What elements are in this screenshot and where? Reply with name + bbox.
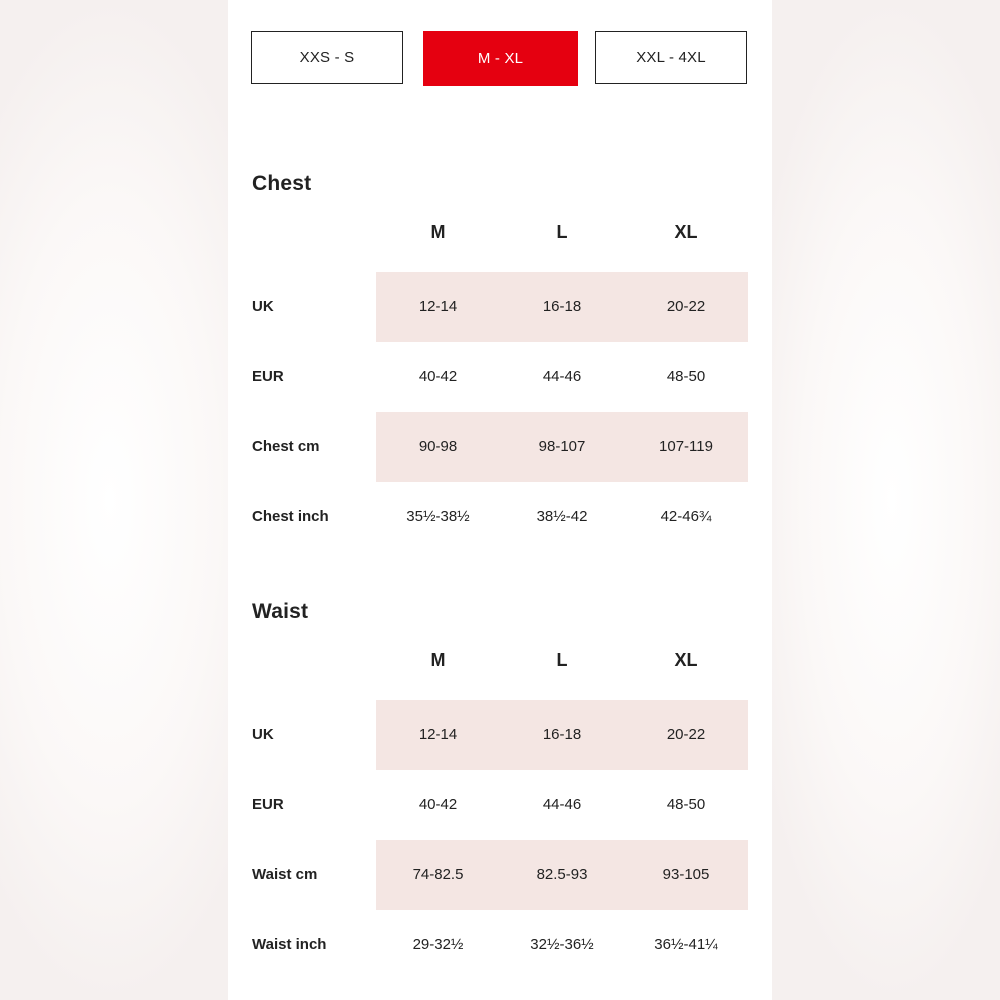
table-cell: 12-14 bbox=[418, 298, 458, 315]
table-row-waist-inch bbox=[252, 910, 748, 980]
tab-xxs-s[interactable]: XXS - S bbox=[251, 31, 403, 84]
page-backdrop-right bbox=[772, 0, 1000, 1000]
table-cell: 32½-36½ bbox=[530, 936, 594, 953]
table-cell: 93-105 bbox=[662, 866, 710, 883]
table-cell: 44-46 bbox=[542, 796, 582, 813]
table-cell: 12-14 bbox=[418, 726, 458, 743]
chest-size-table bbox=[252, 202, 748, 552]
table-cell: 48-50 bbox=[666, 368, 706, 385]
table-cell: 42-46¾ bbox=[660, 508, 712, 525]
table-cell: 40-42 bbox=[418, 796, 458, 813]
table-row-chest-inch bbox=[252, 482, 748, 552]
table-header-row bbox=[252, 202, 748, 272]
table-cell: 44-46 bbox=[542, 368, 582, 385]
table-cell: 16-18 bbox=[542, 726, 582, 743]
row-label: UK bbox=[252, 726, 274, 743]
column-header-xl: XL bbox=[674, 650, 698, 670]
row-label: Waist cm bbox=[252, 866, 318, 883]
row-label: Chest inch bbox=[252, 508, 329, 525]
table-cell: 38½-42 bbox=[536, 508, 588, 525]
size-guide-panel bbox=[228, 0, 772, 1000]
column-header-m: M bbox=[430, 222, 446, 242]
row-label: UK bbox=[252, 298, 274, 315]
chest-section-title: Chest bbox=[252, 172, 312, 195]
table-cell: 16-18 bbox=[542, 298, 582, 315]
table-row-eur bbox=[252, 770, 748, 840]
table-cell: 20-22 bbox=[666, 298, 706, 315]
tab-m-xl[interactable]: M - XL bbox=[423, 31, 578, 86]
row-label: EUR bbox=[252, 796, 284, 813]
column-header-xl: XL bbox=[674, 222, 698, 242]
table-cell: 20-22 bbox=[666, 726, 706, 743]
table-cell: 29-32½ bbox=[412, 936, 464, 953]
row-label: Chest cm bbox=[252, 438, 320, 455]
waist-size-table bbox=[252, 630, 748, 980]
table-cell: 74-82.5 bbox=[412, 866, 464, 883]
table-row-waist-cm bbox=[252, 840, 748, 910]
row-label: Waist inch bbox=[252, 936, 327, 953]
table-cell: 82.5-93 bbox=[536, 866, 588, 883]
column-header-m: M bbox=[430, 650, 446, 670]
column-header-l: L bbox=[556, 650, 568, 670]
table-row-uk bbox=[252, 700, 748, 770]
table-cell: 90-98 bbox=[418, 438, 458, 455]
table-row-uk bbox=[252, 272, 748, 342]
table-row-chest-cm bbox=[252, 412, 748, 482]
row-label: EUR bbox=[252, 368, 284, 385]
table-cell: 48-50 bbox=[666, 796, 706, 813]
table-cell: 107-119 bbox=[659, 438, 713, 455]
table-cell: 36½-41¼ bbox=[654, 936, 718, 953]
table-cell: 98-107 bbox=[538, 438, 586, 455]
table-cell: 35½-38½ bbox=[406, 508, 470, 525]
tab-xxl-4xl[interactable]: XXL - 4XL bbox=[595, 31, 747, 84]
table-cell: 40-42 bbox=[418, 368, 458, 385]
waist-section-title: Waist bbox=[252, 600, 309, 623]
table-header-row bbox=[252, 630, 748, 700]
column-header-l: L bbox=[556, 222, 568, 242]
table-row-eur bbox=[252, 342, 748, 412]
